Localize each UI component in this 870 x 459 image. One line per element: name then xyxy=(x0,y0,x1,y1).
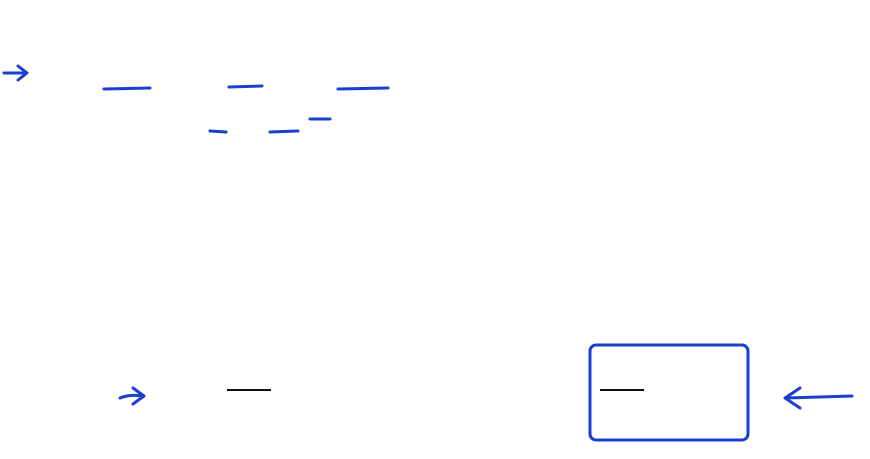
x-underline xyxy=(338,88,388,89)
k-underline xyxy=(210,131,226,132)
formula-arrow-icon xyxy=(120,388,144,404)
n-underline xyxy=(270,131,298,132)
z-underline xyxy=(104,88,150,89)
left-arrow-icon xyxy=(785,388,852,408)
instead-underline xyxy=(229,86,262,87)
regularization-box xyxy=(590,345,748,440)
arrow-right-icon xyxy=(4,66,27,80)
